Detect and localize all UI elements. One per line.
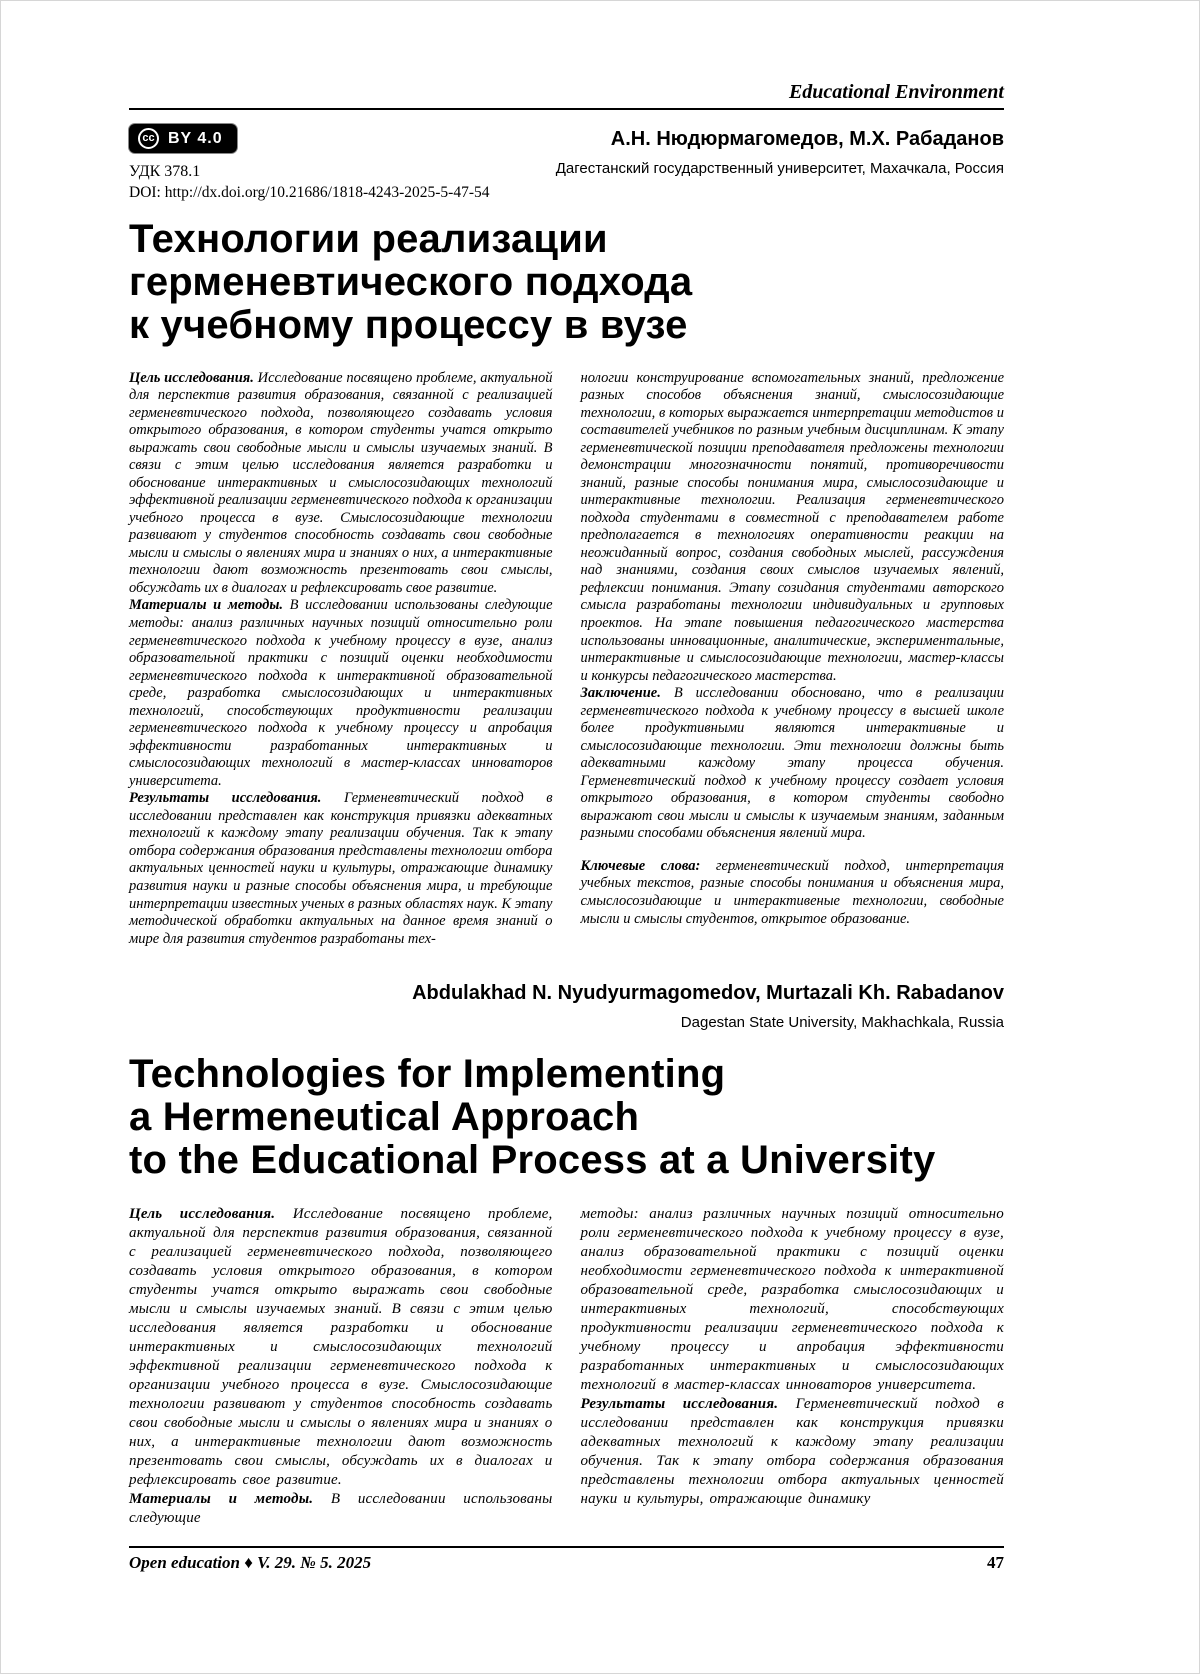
cc-icon-letters: cc — [142, 132, 155, 144]
affiliation-ru: Дагестанский государственный университет, Махачкала, Россия — [555, 160, 1004, 177]
journal-volume-info: Open education ♦ V. 29. № 5. 2025 — [129, 1553, 372, 1573]
abstract-ru — [129, 370, 1004, 949]
page-header — [129, 81, 1004, 110]
paragraph-text: Исследование посвящено проблеме, актуальной для перспектив развития образования, связанной с реализацией герменевтического подхода, позволяющего создавать условия открытого образования, в котором студенты учатся открыто выражать свои свободные мысли и смыслы изучаемых знаний. В связи с этим целью исследования является разработки и обоснование интерактивных и смыслосозидающих технологий эффективной реализации герменевтического подхода к организации учебного процесса в вузе. Смыслосозидающие технологии развивают у студентов способность создавать свои свободные мысли и смыслы о явлениях мира и знаниях о них, а интерактивные технологии дают возможность презентовать свои смыслы, обсуждать их в диалогах и рефлексировать свое развитие. — [129, 1205, 553, 1489]
abstract-paragraph — [129, 1205, 553, 1491]
paragraph-lead: Заключение. — [580, 685, 661, 702]
authors-ru: А.Н. Нюдюрмагомедов, М.Х. Рабаданов — [610, 128, 1004, 150]
abstract-en-right-column — [581, 1205, 1005, 1529]
meta-left — [129, 124, 549, 202]
udk-number: УДК 378.1 — [129, 163, 201, 180]
paragraph-lead: Материалы и методы. — [129, 1491, 314, 1508]
byline-ru — [556, 124, 1004, 202]
paragraph-text: Герменевтический подход в исследовании представлен как конструкция привязки адекватных технологий к каждому этапу реализации обучения. Так к этапу отбора содержания образования представлены технологии отбора актуальных ценностей науки и культуры, отражающие динамику развития науки и разные способы объяснения мира, и требующие интерпретации известных ученых в разных областях наук. К этапу методической обработки актуальных на данное время знаний о мире для развития студентов разработаны тех- — [129, 790, 553, 947]
paragraph-lead: Результаты исследования. — [129, 790, 322, 807]
abstract-en-section — [129, 1205, 1004, 1529]
abstract-paragraph — [129, 370, 553, 598]
abstract-paragraph — [129, 597, 553, 790]
article-title-ru: Технологии реализации герменевтического подхода к учебному процессу в вузе — [129, 217, 693, 348]
doi-link[interactable]: DOI: http://dx.doi.org/10.21686/1818-4243-2025-5-47-54 — [129, 184, 490, 201]
paragraph-lead: Материалы и методы. — [129, 597, 284, 614]
abstract-en-left-column — [129, 1205, 553, 1529]
paragraph-text: нологии конструирование вспомогательных знаний, предложение разных способов объяснения знаний, смыслосозидающие технологии, в которых выражается интерпретации методистов и составителей учебников по разным учебным дисциплинам. К этапу герменевтической позиции преподавателя предложены технологии демонстрации многозначности понятий, противоречивости знаний, разные способы понимания мира, смыслосозидающие и интерактивные технологии. Реализация герменевтического подхода студентами в совместной с преподавателем работе предполагается в технологиях оперативности реакции на неожиданный вопрос, создания свободных мыслей, рассуждения над знаниями, создания своих смыслов изучаемых явлений, рефлексии понимания. Этапу созидания студентами авторского смысла разработаны технологии индивидуальных и групповых проектов. На этапе повышения педагогического мастерства использованы инновационные, аналитические, экспериментальные, интерактивные и смыслосозидающие технологии, мастер-классы и конкурсы педагогического мастерства. — [580, 369, 1004, 684]
cc-icon — [138, 128, 159, 149]
paragraph-text: Исследование посвящено проблеме, актуальной для перспектив развития образования, связанной с реализацией герменевтического подхода, позволяющего создавать условия открытого образования, в котором студенты учатся открыто выражать свои свободные мысли и смыслы изучаемых знаний. В связи с этим целью исследования является разработки и обоснование интерактивных и смыслосозидающих технологий эффективной реализации герменевтического подхода к организации учебного процесса в вузе. Смыслосозидающие технологии развивают у студентов способность создавать свои свободные мысли и смыслы о явлениях мира и знаниях о них, а интерактивные технологии дают возможность презентовать свои смыслы, обсуждать их в диалогах и рефлексировать свое развитие. — [129, 369, 553, 596]
abstract-paragraph — [129, 790, 553, 948]
footer-row — [129, 1553, 1004, 1573]
abstract-paragraph — [581, 370, 1005, 686]
header-rule — [129, 108, 1004, 110]
abstract-paragraph — [129, 1490, 553, 1528]
page-number: 47 — [987, 1553, 1004, 1573]
cc-license-label: BY 4.0 — [168, 129, 223, 147]
paragraph-lead: Цель исследования. — [129, 1205, 276, 1222]
page-footer — [129, 1546, 1004, 1573]
paragraph-text: методы: анализ различных научных позиций относительно роли герменевтического подхода к учебному процессу в вузе, анализ образовательной практики с позиций оценки необходимости герменевтического подхода к интерактивной образовательной среде, разработка смыслосозидающих и интерактивных технологий, способствующих продуктивности реализации герменевтического подхода к учебному процессу и апробация эффективности разработанных интерактивных и смыслосозидающих технологий в мастер-классах инноваторов университета. — [580, 1205, 1004, 1394]
paragraph-text: В исследовании обосновано, что в реализации герменевтического подхода к учебному процессу в высшей школе более продуктивными являются интерактивные и смыслосозидающие технологии. Эти технологии должны быть адекватными каждому этапу процесса обучения. Герменевтический подход к учебному процессу создает условия открытого образования, в котором студенты свободно выражают свои мысли и смыслы к изучаемым знаниям, заданным разными способами объяснения явлений мира. — [580, 685, 1004, 842]
running-head: Educational Environment — [788, 81, 1004, 103]
keywords-paragraph — [581, 858, 1005, 928]
authors-en: Abdulakhad N. Nyudyurmagomedov, Murtazali Kh. Rabadanov — [412, 982, 1004, 1005]
byline-en — [129, 982, 1004, 1031]
paragraph-text: В исследовании использованы следующие методы: анализ различных научных позиций относительно роли герменевтического подхода к учебному процессу в вузе, анализ образовательной практики с позиций оценки необходимости герменевтического подхода к интерактивной образовательной среде, разработка смыслосозидающих и интерактивных технологий, способствующих продуктивности реализации герменевтического подхода к учебному процессу и апробация эффективности разработанных интерактивных и смыслосозидающих технологий в мастер-классах инноваторов университета. — [129, 597, 553, 789]
abstract-paragraph — [581, 1205, 1005, 1395]
keywords-text: герменевтический подход, интерпретация учебных текстов, разные способы понимания и объяснения мира, смыслосозидающие и интерактивеные технологии, свободные мысли и смыслы студентов, открытое образование. — [580, 857, 1005, 927]
footer-rule — [129, 1546, 1004, 1548]
affiliation-en: Dagestan State University, Makhachkala, Russia — [680, 1014, 1004, 1032]
keywords-lead: Ключевые слова: — [580, 857, 701, 874]
paragraph-text: В исследовании использованы следующие — [129, 1491, 553, 1527]
abstract-ru-right-column — [581, 370, 1005, 949]
meta-row — [129, 124, 1004, 202]
paragraph-lead: Цель исследования. — [129, 369, 254, 386]
paragraph-text: Герменевтический подход в исследовании представлен как конструкция привязки адекватных технологий к каждому этапу реализации обучения. Так к этапу отбора содержания образования представлены технологии отбора актуальных ценностей науки и культуры, отражающие динамику — [580, 1396, 1004, 1508]
abstract-ru-left-column — [129, 370, 553, 949]
abstract-paragraph — [581, 1395, 1005, 1509]
cc-license-badge[interactable] — [129, 124, 237, 153]
paragraph-lead: Результаты исследования. — [580, 1396, 779, 1413]
abstract-paragraph — [581, 685, 1005, 843]
article-title-en: Technologies for Implementing a Hermeneutical Approach to the Educational Process at a University — [129, 1052, 936, 1183]
